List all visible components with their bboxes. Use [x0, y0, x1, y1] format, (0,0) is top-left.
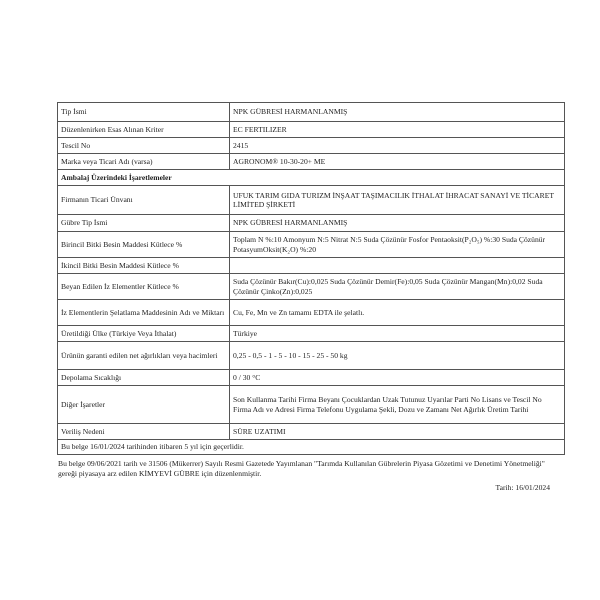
- row-label-primary-nutrients: Birincil Bitki Besin Maddesi Kütlece %: [58, 232, 230, 258]
- table-row: [58, 154, 565, 170]
- table-row: [58, 258, 565, 274]
- row-label-issue-reason: Veriliş Nedeni: [58, 424, 230, 440]
- table-row: [58, 386, 565, 424]
- row-value-country: Türkiye: [230, 326, 565, 342]
- row-label-other-marks: Diğer İşaretler: [58, 386, 230, 424]
- validity-row: [58, 440, 565, 455]
- footer-note: Bu belge 09/06/2021 tarih ve 31506 (Mükerrer) Sayılı Resmi Gazetede Yayımlanan "Tarımda Kullanılan Gübrelerin Piyasa Gözetimi ve Denetimi Yönetmeliği" gereği piyasaya arz edilen KİMYEVİ GÜBRE için düzenlenmiştir.: [58, 459, 545, 478]
- section-header-row: [58, 170, 565, 186]
- row-value-type-name: NPK GÜBRESİ HARMANLANMIŞ: [230, 103, 565, 122]
- row-label-storage-temp: Depolama Sıcaklığı: [58, 370, 230, 386]
- table-row: [58, 342, 565, 370]
- row-label-fertilizer-type: Gübre Tip İsmi: [58, 215, 230, 232]
- row-value-other-marks: Son Kullanma Tarihi Firma Beyanı Çocuklardan Uzak Tutunuz Uyarılar Parti No Lisans ve Tescil No Firma Adı ve Adresi Firma Telefonu Uygulama Şekli, Dozu ve Zamanı Net Ağırlık Üretim Tarihi: [230, 386, 565, 424]
- table-row: [58, 232, 565, 258]
- section-title: Ambalaj Üzerindeki İşaretlemeler: [58, 170, 565, 186]
- row-value-primary-nutrients: Toplam N %:10 Amonyum N:5 Nitrat N:5 Suda Çözünür Fosfor Pentaoksit(P₂O₅) %:30 Suda Çözünür PotasyumOksit(K₂O) %:20: [230, 232, 565, 258]
- table-row: [58, 138, 565, 154]
- table-row: [58, 326, 565, 342]
- row-value-registration-no: 2415: [230, 138, 565, 154]
- table-row: [58, 370, 565, 386]
- registration-document: [57, 102, 554, 490]
- row-value-company-title: UFUK TARIM GIDA TURIZM İNŞAAT TAŞIMACILIK İTHALAT İHRACAT SANAYİ VE TİCARET LİMİTED ŞİRKETİ: [230, 186, 565, 215]
- row-value-net-weights: 0,25 - 0,5 - 1 - 5 - 10 - 15 - 25 - 50 kg: [230, 342, 565, 370]
- row-value-secondary-nutrients: [230, 258, 565, 274]
- row-value-fertilizer-type: NPK GÜBRESİ HARMANLANMIŞ: [230, 215, 565, 232]
- row-label-type-name: Tip İsmi: [58, 103, 230, 122]
- row-label-net-weights: Ürünün garanti edilen net ağırlıkları veya hacimleri: [58, 342, 230, 370]
- registration-table: [57, 102, 565, 455]
- row-label-registration-no: Tescil No: [58, 138, 230, 154]
- row-label-secondary-nutrients: İkincil Bitki Besin Maddesi Kütlece %: [58, 258, 230, 274]
- table-row: [58, 274, 565, 300]
- table-row: [58, 103, 565, 122]
- row-label-country: Üretildiği Ülke (Türkiye Veya İthalat): [58, 326, 230, 342]
- row-label-criterion: Düzenlenirken Esas Alınan Kriter: [58, 122, 230, 138]
- table-row: [58, 424, 565, 440]
- row-label-company-title: Firmanın Ticari Ünvanı: [58, 186, 230, 215]
- row-value-storage-temp: 0 / 30 °C: [230, 370, 565, 386]
- row-value-issue-reason: SÜRE UZATIMI: [230, 424, 565, 440]
- validity-note: Bu belge 16/01/2024 tarihinden itibaren 5 yıl için geçerlidir.: [58, 440, 565, 455]
- table-row: [58, 300, 565, 326]
- row-label-brand: Marka veya Ticari Adı (varsa): [58, 154, 230, 170]
- row-label-trace-elements: Beyan Edilen İz Elementler Kütlece %: [58, 274, 230, 300]
- issue-date: Tarih: 16/01/2024: [495, 482, 550, 490]
- row-value-brand: AGRONOM® 10-30-20+ ME: [230, 154, 565, 170]
- row-value-trace-elements: Suda Çözünür Bakır(Cu):0,025 Suda Çözünür Demir(Fe):0,05 Suda Çözünür Mangan(Mn):0,02 Suda Çözünür Çinko(Zn):0,025: [230, 274, 565, 300]
- table-row: [58, 186, 565, 215]
- row-value-criterion: EC FERTILIZER: [230, 122, 565, 138]
- row-value-chelating-agent: Cu, Fe, Mn ve Zn tamamı EDTA ile şelatlı.: [230, 300, 565, 326]
- table-row: [58, 122, 565, 138]
- table-row: [58, 215, 565, 232]
- row-label-chelating-agent: İz Elementlerin Şelatlama Maddesinin Adı ve Miktarı: [58, 300, 230, 326]
